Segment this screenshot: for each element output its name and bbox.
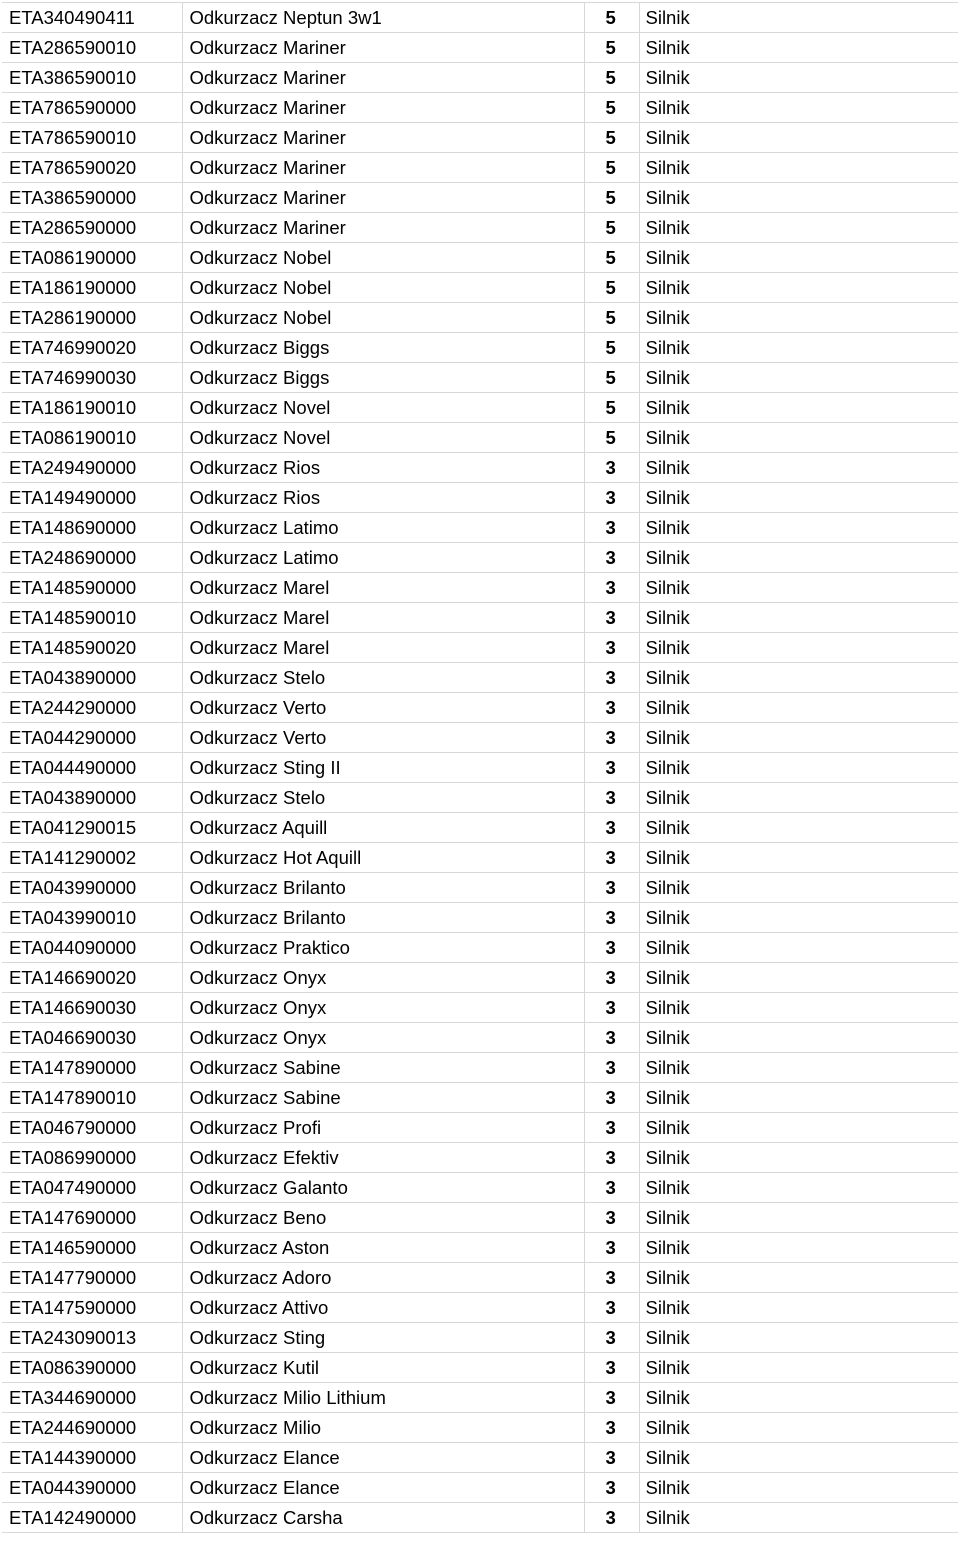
product-name-cell: Odkurzacz Neptun 3w1 — [182, 3, 584, 33]
part-name-cell: Silnik — [639, 1203, 958, 1233]
part-name-cell: Silnik — [639, 273, 958, 303]
product-name-cell: Odkurzacz Nobel — [182, 273, 584, 303]
part-name-cell: Silnik — [639, 1083, 958, 1113]
product-code-cell: ETA146590000 — [2, 1233, 182, 1263]
quantity-cell: 5 — [584, 183, 639, 213]
product-code-cell: ETA243090013 — [2, 1323, 182, 1353]
part-name-cell: Silnik — [639, 723, 958, 753]
product-code-cell: ETA046790000 — [2, 1113, 182, 1143]
table-row — [2, 783, 958, 813]
product-code-cell: ETA144390000 — [2, 1443, 182, 1473]
part-name-cell: Silnik — [639, 813, 958, 843]
product-code-cell: ETA248690000 — [2, 543, 182, 573]
quantity-cell: 3 — [584, 1473, 639, 1503]
table-row — [2, 513, 958, 543]
product-name-cell: Odkurzacz Aquill — [182, 813, 584, 843]
table-row — [2, 363, 958, 393]
table-row — [2, 1263, 958, 1293]
quantity-cell: 5 — [584, 3, 639, 33]
quantity-cell: 3 — [584, 663, 639, 693]
product-name-cell: Odkurzacz Onyx — [182, 1023, 584, 1053]
part-name-cell: Silnik — [639, 303, 958, 333]
product-code-cell: ETA086390000 — [2, 1353, 182, 1383]
product-name-cell: Odkurzacz Attivo — [182, 1293, 584, 1323]
product-code-cell: ETA142490000 — [2, 1503, 182, 1533]
table-row — [2, 1323, 958, 1353]
table-row — [2, 243, 958, 273]
product-code-cell: ETA244290000 — [2, 693, 182, 723]
table-row — [2, 453, 958, 483]
part-name-cell: Silnik — [639, 543, 958, 573]
table-row — [2, 273, 958, 303]
part-name-cell: Silnik — [639, 243, 958, 273]
product-name-cell: Odkurzacz Verto — [182, 693, 584, 723]
table-row — [2, 1503, 958, 1533]
quantity-cell: 3 — [584, 783, 639, 813]
quantity-cell: 5 — [584, 303, 639, 333]
product-name-cell: Odkurzacz Elance — [182, 1443, 584, 1473]
product-name-cell: Odkurzacz Onyx — [182, 963, 584, 993]
quantity-cell: 3 — [584, 543, 639, 573]
product-code-cell: ETA286190000 — [2, 303, 182, 333]
table-row — [2, 723, 958, 753]
table-row — [2, 1143, 958, 1173]
product-code-cell: ETA043890000 — [2, 783, 182, 813]
part-name-cell: Silnik — [639, 1443, 958, 1473]
table-row — [2, 603, 958, 633]
quantity-cell: 3 — [584, 1503, 639, 1533]
product-name-cell: Odkurzacz Nobel — [182, 243, 584, 273]
quantity-cell: 3 — [584, 483, 639, 513]
quantity-cell: 3 — [584, 513, 639, 543]
product-name-cell: Odkurzacz Milio — [182, 1413, 584, 1443]
quantity-cell: 3 — [584, 813, 639, 843]
product-name-cell: Odkurzacz Latimo — [182, 513, 584, 543]
quantity-cell: 5 — [584, 243, 639, 273]
table-row — [2, 1053, 958, 1083]
product-code-cell: ETA043890000 — [2, 663, 182, 693]
quantity-cell: 3 — [584, 1083, 639, 1113]
quantity-cell: 3 — [584, 873, 639, 903]
quantity-cell: 5 — [584, 333, 639, 363]
product-name-cell: Odkurzacz Mariner — [182, 213, 584, 243]
product-code-cell: ETA044090000 — [2, 933, 182, 963]
part-name-cell: Silnik — [639, 1053, 958, 1083]
product-name-cell: Odkurzacz Marel — [182, 603, 584, 633]
product-code-cell: ETA146690030 — [2, 993, 182, 1023]
table-row — [2, 423, 958, 453]
part-name-cell: Silnik — [639, 1263, 958, 1293]
product-code-cell: ETA148590020 — [2, 633, 182, 663]
quantity-cell: 5 — [584, 153, 639, 183]
part-name-cell: Silnik — [639, 1143, 958, 1173]
product-code-cell: ETA146690020 — [2, 963, 182, 993]
parts-table-body — [2, 3, 958, 1533]
table-row — [2, 1383, 958, 1413]
product-code-cell: ETA148590000 — [2, 573, 182, 603]
table-row — [2, 333, 958, 363]
product-code-cell: ETA044490000 — [2, 753, 182, 783]
part-name-cell: Silnik — [639, 483, 958, 513]
product-name-cell: Odkurzacz Verto — [182, 723, 584, 753]
product-name-cell: Odkurzacz Sting — [182, 1323, 584, 1353]
table-row — [2, 843, 958, 873]
part-name-cell: Silnik — [639, 1173, 958, 1203]
table-row — [2, 573, 958, 603]
product-code-cell: ETA344690000 — [2, 1383, 182, 1413]
product-name-cell: Odkurzacz Stelo — [182, 783, 584, 813]
table-row — [2, 1293, 958, 1323]
part-name-cell: Silnik — [639, 333, 958, 363]
product-code-cell: ETA147890000 — [2, 1053, 182, 1083]
product-code-cell: ETA141290002 — [2, 843, 182, 873]
table-row — [2, 93, 958, 123]
product-code-cell: ETA047490000 — [2, 1173, 182, 1203]
part-name-cell: Silnik — [639, 1353, 958, 1383]
quantity-cell: 5 — [584, 363, 639, 393]
product-code-cell: ETA147890010 — [2, 1083, 182, 1113]
product-code-cell: ETA746990030 — [2, 363, 182, 393]
part-name-cell: Silnik — [639, 183, 958, 213]
quantity-cell: 3 — [584, 1383, 639, 1413]
table-row — [2, 213, 958, 243]
product-code-cell: ETA147690000 — [2, 1203, 182, 1233]
quantity-cell: 5 — [584, 273, 639, 303]
product-name-cell: Odkurzacz Kutil — [182, 1353, 584, 1383]
product-code-cell: ETA046690030 — [2, 1023, 182, 1053]
part-name-cell: Silnik — [639, 63, 958, 93]
product-name-cell: Odkurzacz Aston — [182, 1233, 584, 1263]
product-code-cell: ETA386590010 — [2, 63, 182, 93]
table-row — [2, 1023, 958, 1053]
part-name-cell: Silnik — [639, 153, 958, 183]
quantity-cell: 5 — [584, 213, 639, 243]
product-name-cell: Odkurzacz Profi — [182, 1113, 584, 1143]
quantity-cell: 5 — [584, 93, 639, 123]
product-code-cell: ETA186190010 — [2, 393, 182, 423]
product-name-cell: Odkurzacz Mariner — [182, 63, 584, 93]
product-code-cell: ETA044390000 — [2, 1473, 182, 1503]
product-code-cell: ETA044290000 — [2, 723, 182, 753]
quantity-cell: 3 — [584, 1113, 639, 1143]
product-code-cell: ETA786590010 — [2, 123, 182, 153]
quantity-cell: 3 — [584, 1053, 639, 1083]
product-name-cell: Odkurzacz Beno — [182, 1203, 584, 1233]
table-row — [2, 1353, 958, 1383]
quantity-cell: 3 — [584, 723, 639, 753]
quantity-cell: 3 — [584, 1323, 639, 1353]
quantity-cell: 5 — [584, 123, 639, 153]
table-row — [2, 963, 958, 993]
quantity-cell: 3 — [584, 1023, 639, 1053]
product-code-cell: ETA086990000 — [2, 1143, 182, 1173]
part-name-cell: Silnik — [639, 993, 958, 1023]
quantity-cell: 3 — [584, 1413, 639, 1443]
quantity-cell: 3 — [584, 963, 639, 993]
product-code-cell: ETA043990010 — [2, 903, 182, 933]
part-name-cell: Silnik — [639, 933, 958, 963]
part-name-cell: Silnik — [639, 1503, 958, 1533]
table-row — [2, 813, 958, 843]
product-code-cell: ETA086190000 — [2, 243, 182, 273]
part-name-cell: Silnik — [639, 783, 958, 813]
product-name-cell: Odkurzacz Marel — [182, 633, 584, 663]
product-code-cell: ETA041290015 — [2, 813, 182, 843]
table-row — [2, 993, 958, 1023]
product-code-cell: ETA186190000 — [2, 273, 182, 303]
product-code-cell: ETA244690000 — [2, 1413, 182, 1443]
product-name-cell: Odkurzacz Milio Lithium — [182, 1383, 584, 1413]
part-name-cell: Silnik — [639, 1233, 958, 1263]
table-row — [2, 663, 958, 693]
part-name-cell: Silnik — [639, 663, 958, 693]
product-name-cell: Odkurzacz Biggs — [182, 333, 584, 363]
part-name-cell: Silnik — [639, 213, 958, 243]
table-row — [2, 633, 958, 663]
quantity-cell: 3 — [584, 843, 639, 873]
quantity-cell: 3 — [584, 993, 639, 1023]
table-row — [2, 153, 958, 183]
table-row — [2, 933, 958, 963]
product-code-cell: ETA340490411 — [2, 3, 182, 33]
product-name-cell: Odkurzacz Efektiv — [182, 1143, 584, 1173]
product-name-cell: Odkurzacz Rios — [182, 483, 584, 513]
quantity-cell: 5 — [584, 63, 639, 93]
quantity-cell: 3 — [584, 1203, 639, 1233]
product-name-cell: Odkurzacz Mariner — [182, 183, 584, 213]
part-name-cell: Silnik — [639, 1293, 958, 1323]
product-code-cell: ETA786590020 — [2, 153, 182, 183]
part-name-cell: Silnik — [639, 1323, 958, 1353]
product-name-cell: Odkurzacz Galanto — [182, 1173, 584, 1203]
product-name-cell: Odkurzacz Stelo — [182, 663, 584, 693]
product-code-cell: ETA746990020 — [2, 333, 182, 363]
part-name-cell: Silnik — [639, 513, 958, 543]
part-name-cell: Silnik — [639, 123, 958, 153]
product-name-cell: Odkurzacz Rios — [182, 453, 584, 483]
product-name-cell: Odkurzacz Nobel — [182, 303, 584, 333]
table-row — [2, 1083, 958, 1113]
quantity-cell: 3 — [584, 1443, 639, 1473]
product-name-cell: Odkurzacz Novel — [182, 423, 584, 453]
table-row — [2, 3, 958, 33]
part-name-cell: Silnik — [639, 873, 958, 903]
product-name-cell: Odkurzacz Adoro — [182, 1263, 584, 1293]
quantity-cell: 3 — [584, 1293, 639, 1323]
product-name-cell: Odkurzacz Marel — [182, 573, 584, 603]
product-name-cell: Odkurzacz Sting II — [182, 753, 584, 783]
quantity-cell: 3 — [584, 603, 639, 633]
product-name-cell: Odkurzacz Biggs — [182, 363, 584, 393]
table-row — [2, 753, 958, 783]
product-code-cell: ETA148590010 — [2, 603, 182, 633]
product-name-cell: Odkurzacz Hot Aquill — [182, 843, 584, 873]
product-name-cell: Odkurzacz Brilanto — [182, 903, 584, 933]
product-code-cell: ETA147790000 — [2, 1263, 182, 1293]
quantity-cell: 3 — [584, 573, 639, 603]
product-name-cell: Odkurzacz Mariner — [182, 93, 584, 123]
product-name-cell: Odkurzacz Novel — [182, 393, 584, 423]
part-name-cell: Silnik — [639, 453, 958, 483]
part-name-cell: Silnik — [639, 753, 958, 783]
part-name-cell: Silnik — [639, 963, 958, 993]
table-row — [2, 393, 958, 423]
table-row — [2, 1443, 958, 1473]
product-name-cell: Odkurzacz Elance — [182, 1473, 584, 1503]
product-name-cell: Odkurzacz Praktico — [182, 933, 584, 963]
product-code-cell: ETA148690000 — [2, 513, 182, 543]
product-name-cell: Odkurzacz Brilanto — [182, 873, 584, 903]
table-row — [2, 483, 958, 513]
product-code-cell: ETA386590000 — [2, 183, 182, 213]
part-name-cell: Silnik — [639, 363, 958, 393]
product-code-cell: ETA249490000 — [2, 453, 182, 483]
parts-table — [2, 2, 958, 1533]
product-code-cell: ETA043990000 — [2, 873, 182, 903]
product-code-cell: ETA286590010 — [2, 33, 182, 63]
table-row — [2, 63, 958, 93]
quantity-cell: 3 — [584, 1173, 639, 1203]
quantity-cell: 3 — [584, 1143, 639, 1173]
quantity-cell: 3 — [584, 753, 639, 783]
quantity-cell: 3 — [584, 1353, 639, 1383]
part-name-cell: Silnik — [639, 903, 958, 933]
product-name-cell: Odkurzacz Sabine — [182, 1083, 584, 1113]
part-name-cell: Silnik — [639, 603, 958, 633]
product-code-cell: ETA286590000 — [2, 213, 182, 243]
table-row — [2, 543, 958, 573]
product-code-cell: ETA786590000 — [2, 93, 182, 123]
quantity-cell: 3 — [584, 933, 639, 963]
table-row — [2, 1173, 958, 1203]
table-row — [2, 1413, 958, 1443]
quantity-cell: 3 — [584, 1263, 639, 1293]
quantity-cell: 3 — [584, 903, 639, 933]
part-name-cell: Silnik — [639, 843, 958, 873]
product-name-cell: Odkurzacz Mariner — [182, 33, 584, 63]
product-name-cell: Odkurzacz Mariner — [182, 153, 584, 183]
quantity-cell: 3 — [584, 1233, 639, 1263]
product-name-cell: Odkurzacz Sabine — [182, 1053, 584, 1083]
product-code-cell: ETA149490000 — [2, 483, 182, 513]
quantity-cell: 5 — [584, 393, 639, 423]
table-row — [2, 873, 958, 903]
part-name-cell: Silnik — [639, 393, 958, 423]
product-name-cell: Odkurzacz Carsha — [182, 1503, 584, 1533]
part-name-cell: Silnik — [639, 1473, 958, 1503]
quantity-cell: 3 — [584, 693, 639, 723]
table-row — [2, 1473, 958, 1503]
part-name-cell: Silnik — [639, 633, 958, 663]
quantity-cell: 5 — [584, 33, 639, 63]
product-code-cell: ETA086190010 — [2, 423, 182, 453]
quantity-cell: 3 — [584, 453, 639, 483]
product-name-cell: Odkurzacz Onyx — [182, 993, 584, 1023]
product-code-cell: ETA147590000 — [2, 1293, 182, 1323]
table-row — [2, 903, 958, 933]
part-name-cell: Silnik — [639, 93, 958, 123]
product-name-cell: Odkurzacz Latimo — [182, 543, 584, 573]
part-name-cell: Silnik — [639, 33, 958, 63]
part-name-cell: Silnik — [639, 1023, 958, 1053]
table-row — [2, 1233, 958, 1263]
table-row — [2, 183, 958, 213]
part-name-cell: Silnik — [639, 1413, 958, 1443]
table-row — [2, 1203, 958, 1233]
table-row — [2, 123, 958, 153]
part-name-cell: Silnik — [639, 1113, 958, 1143]
part-name-cell: Silnik — [639, 3, 958, 33]
quantity-cell: 3 — [584, 633, 639, 663]
table-row — [2, 693, 958, 723]
table-row — [2, 303, 958, 333]
table-row — [2, 1113, 958, 1143]
part-name-cell: Silnik — [639, 693, 958, 723]
product-name-cell: Odkurzacz Mariner — [182, 123, 584, 153]
table-row — [2, 33, 958, 63]
part-name-cell: Silnik — [639, 573, 958, 603]
quantity-cell: 5 — [584, 423, 639, 453]
part-name-cell: Silnik — [639, 1383, 958, 1413]
part-name-cell: Silnik — [639, 423, 958, 453]
